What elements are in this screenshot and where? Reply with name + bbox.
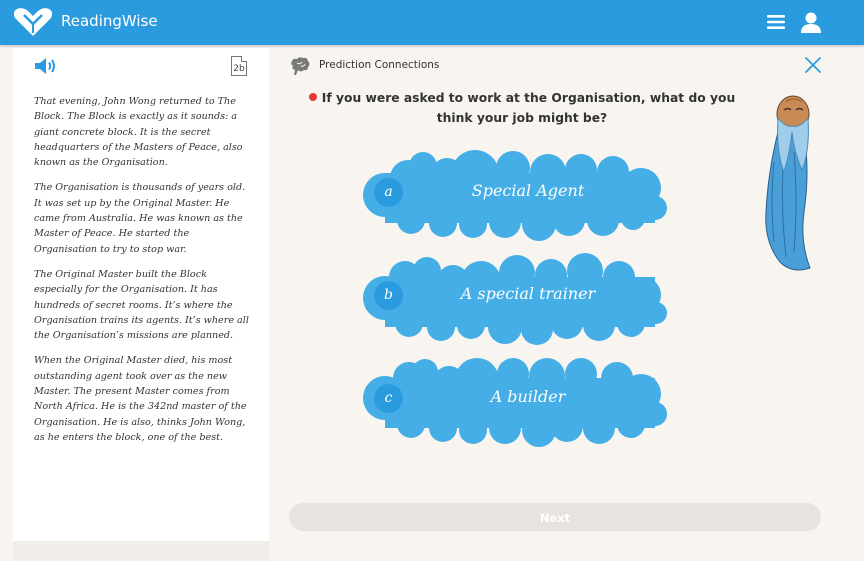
answer-option-c[interactable] (363, 354, 668, 449)
wise-old-man-illustration (760, 92, 820, 274)
passage-paragraph: When the Original Master died, his most outstanding agent took over as the new Master. The present Master comes from North Africa. He is the 342nd master of the Organisation. He is also, thinks John Wong, as he enters the block, one of the best. (34, 355, 247, 443)
question-text: If you were asked to work at the Organisation, what do you think your job might be? (321, 91, 736, 125)
reading-panel-footer (13, 541, 269, 561)
question-indicator-dot (309, 93, 317, 101)
readingwise-logo-icon[interactable] (12, 6, 54, 38)
reading-level-text: 2b (233, 64, 245, 74)
passage-paragraph: The Original Master built the Block especially for the Organisation. It has hundreds of secret rooms. It’s where the Organisation trains its agents. It’s where all the Organisation’s missions are planned. (34, 268, 249, 342)
speaker-icon[interactable] (33, 56, 59, 76)
next-button[interactable]: Next (289, 503, 821, 531)
user-icon[interactable] (800, 11, 822, 33)
story-passage (34, 94, 251, 455)
hamburger-menu-icon[interactable] (767, 14, 785, 30)
answer-option-a[interactable] (363, 148, 668, 243)
top-navigation-bar (0, 0, 864, 45)
option-text: A builder (490, 387, 566, 406)
passage-paragraph: The Organisation is thousands of years old. It was set up by the Original Master. He came from Australia. He was known as the Master of Peace. He started the Organisation to try to stop war. (34, 182, 246, 255)
option-text: Special Agent (471, 181, 585, 200)
reading-level-badge (231, 56, 247, 76)
activity-title: Prediction Connections (319, 59, 440, 71)
option-letter: a (374, 178, 403, 207)
close-icon[interactable] (804, 56, 822, 74)
app-name: ReadingWise (61, 12, 158, 30)
option-letter: b (374, 281, 403, 310)
answer-option-b[interactable] (363, 251, 668, 346)
passage-paragraph: That evening, John Wong returned to The Block. The Block is exactly as it sounds: a giant concrete block. It is the secret headquarters of the Masters of Peace, also known as the Organisation. (34, 96, 243, 169)
brain-icon (289, 56, 311, 76)
option-text: A special trainer (460, 284, 596, 303)
option-letter: c (374, 384, 403, 413)
question-prompt (303, 88, 741, 128)
reading-panel (13, 48, 269, 541)
